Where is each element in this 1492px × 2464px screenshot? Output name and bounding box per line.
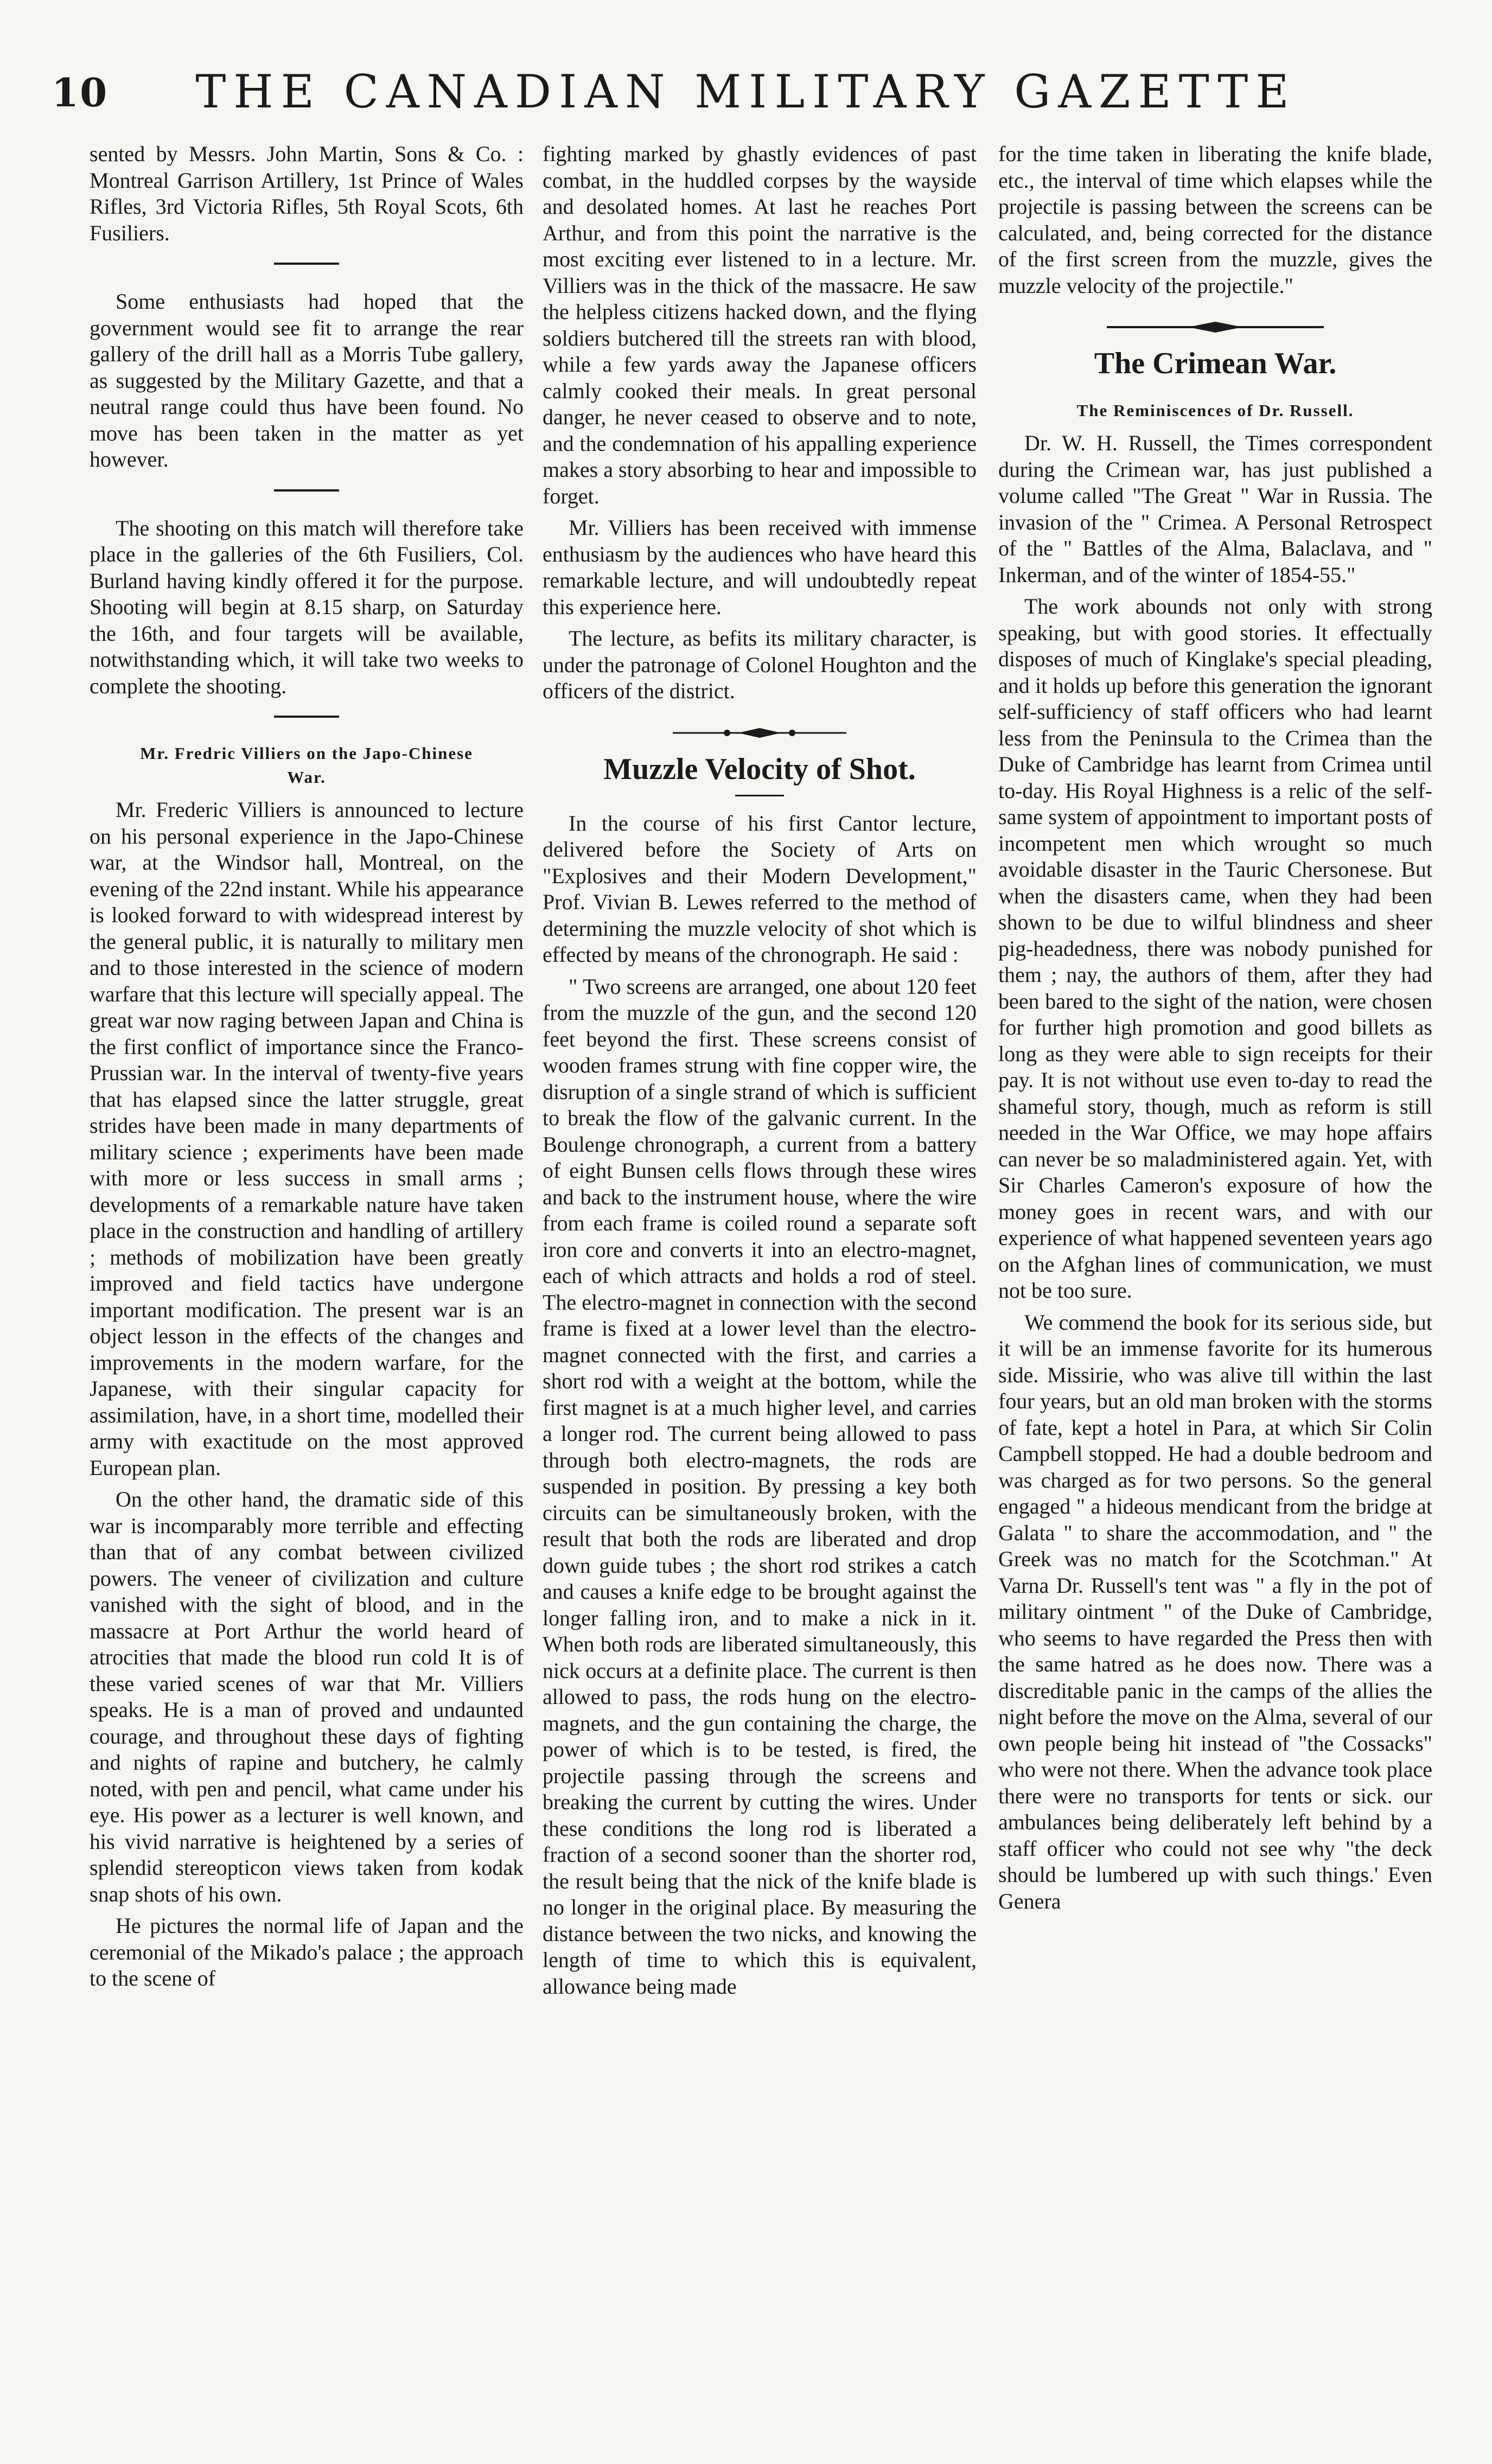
paragraph: The work abounds not only with strong speaking, but with good stories. It effectually disposes of much of Kinglake's special pleading, and it holds up before this generation the ignorant self-sufficiency of staff officers who had learnt less from the Peninsula to the Crimea than the Duke of Cambridge has learnt from Crimea until to-day. His Royal Highness is a relic of the self-same system of appointment to important posts of incompetent men which wrought so much avoidable disaster in the Tauric Chersonese. But when the disasters came, when they had been shown to be due to wilful blindness and sheer pig-headedness, there was nobody punished for them ; nay, the authors of them, after they had been bared to the sight of the nation, were chosen for further high promotion and good billets as long as they were able to sign receipts for their pay. It is not without use even to-day to read the shameful story, though, much as reform is still needed in the War Office, we may hope affairs can never be so maladministered again. Yet, with Sir Charles Cameron's exposure of how the money goes in recent wars, and with our experience of what happened seventeen years ago on the Afghan lines of communication, we must not be too sure.: [998, 594, 1432, 1303]
column-3: [998, 141, 1432, 2436]
paragraph: fighting marked by ghastly evidences of past combat, in the huddled corpses by the wayside and desolated homes. At last he reaches Port Arthur, and from this point the narrative is the most exciting ever listened to in a lecture. Mr. Villiers was in the thick of the massacre. He saw the helpless citizens hacked down, and the flying soldiers butchered till the streets ran with blood, while a few yards away the Japanese officers calmly cooked their meals. In great personal danger, he never ceased to observe and to note, and the condemnation of his appalling experience makes a story absorbing to hear and impossible to forget.: [543, 142, 977, 508]
page-header: [52, 65, 1440, 130]
paragraph: for the time taken in liberating the knife blade, etc., the interval of time which elapses while the projectile is passing between the screens can be calculated, and, being corrected for the distance of the first screen from the muzzle, gives the muzzle velocity of the projectile.": [998, 142, 1432, 298]
section-divider: [274, 263, 339, 265]
paragraph: The lecture, as befits its military character, is under the patronage of Colonel Houghton and the officers of the district.: [543, 626, 977, 703]
paragraph: The shooting on this match will therefore take place in the galleries of the 6th Fusiliers, Col. Burland having kindly offered it for the purpose. Shooting will begin at 8.15 sharp, on Saturday the 16th, and four targets will be available, notwithstanding which, it will take two weeks to complete the shooting.: [90, 515, 524, 698]
article-headline: The Crimean War.: [1094, 347, 1337, 380]
article-headline: Muzzle Velocity of Shot.: [603, 752, 916, 786]
article-subhead: Mr. Fredric Villiers on the Japo-Chinese War.: [140, 744, 473, 787]
paragraph: We commend the book for its serious side, but it will be an immense favorite for its humerous side. Missirie, who was alive till within the last four years, but an old man broken with the storms of fate, kept a hotel in Para, at which Sir Colin Campbell stopped. He had a double bedroom and was charged as for two persons. So the general engaged " a hideous mendicant from the bridge at Galata " to share the accommodation, and " the Greek was no match for the Scotchman." At Varna Dr. Russell's tent was " a fly in the pot of military ointment " of the Duke of Cambridge, who seems to have regarded the Press then with the same hatred as he does now. There was a discreditable panic in the camps of the allies the night before the move on the Alma, several of our own people being hit instead of "the Cossacks" who were not there. When the advance took place there were no transports for tents or sick. our ambulances being deliberately left behind by a staff officer who could not see why "the deck should be lumbered up with such things.' Even Genera: [998, 1310, 1432, 1913]
paragraph: He pictures the normal life of Japan and the ceremonial of the Mikado's palace ; the approach to the scene of: [90, 1913, 524, 1990]
column-2: [543, 141, 977, 2436]
paragraph: Mr. Villiers has been received with immense enthusiasm by the audiences who have heard this remarkable lecture, and will undoubtedly repeat this experience here.: [543, 515, 977, 619]
section-divider: [274, 489, 339, 491]
paragraph: Mr. Frederic Villiers is announced to lecture on his personal experience in the Japo-Chinese war, at the Windsor hall, Montreal, on the evening of the 22nd instant. While his appearance is looked forward to with widespread interest by the general public, it is naturally to military men and to those interested in the science of modern warfare that this lecture will specially appeal. The great war now raging between Japan and China is the first conflict of importance since the Franco-Prussian war. In the interval of twenty-five years that has elapsed since the latter struggle, great strides have been made in many departments of military science ; experiments have been made with more or less success in small arms ; developments of a remarkable nature have taken place in the construction and handling of artillery ; methods of mobilization have been greatly improved and field tactics have undergone important modification. The present war is an object lesson in the effects of the changes and improvements in the modern warfare, for the Japanese, with their singular capacity for assimilation, have, in a short time, modelled their army with exactitude on the most approved European plan.: [90, 797, 524, 1480]
quote-paragraph: " Two screens are arranged, one about 120 feet from the muzzle of the gun, and the second 120 feet beyond the first. These screens consist of wooden frames strung with fine copper wire, the disruption of a single strand of which is sufficient to break the flow of the galvanic current. In the Boulenge chronograph, a current from a battery of eight Bunsen cells flows through these wires and back to the instrument house, where the wire from each frame is coiled round a separate soft iron core and converts it into an electro-magnet, each of which attracts and holds a rod of steel. The electro-magnet in connection with the second frame is fixed at a lower level than the electro-magnet connected with the first, and carries a short rod with a weight at the bottom, while the first magnet is at a much higher level, and carries a longer rod. The current being allowed to pass through both electro-magnets, the rods are suspended in position. By pressing a key both circuits can be simultaneously broken, with the result that both the rods are liberated and drop down guide tubes ; the short rod strikes a catch and causes a knife edge to be brought against the longer falling iron, and to make a nick in it. When both rods are liberated simultaneously, this nick occurs at a definite place. The current is then allowed to pass, the rods hung on the electro-magnets, and the gun containing the charge, the power of which is to be tested, is fired, the projectile passing through the screens and breaking the current by cutting the wires. Under these conditions the long rod is liberated a fraction of a second sooner than the shorter rod, the result being that the nick of the knife blade is no longer in the original place. By measuring the distance between the two nicks, and knowing the length of time to which this is equivalent, allowance being made: [543, 974, 977, 1999]
ornament-divider: [673, 726, 846, 739]
paragraph: On the other hand, the dramatic side of this war is incomparably more terrible and effecting than that of any combat between civilized powers. The veneer of civilization and culture vanished with the sight of blood, and in the massacre at Port Arthur the world heard of atrocities that made the blood run cold It is of these varied scenes of war that Mr. Villiers speaks. He is a man of proved and undaunted courage, and throughout these days of fighting and nights of rapine and butchery, he calmly noted, with pen and pencil, what came under his eye. His power as a lecturer is well known, and his vivid narrative is heightened by a series of splendid stereopticon views taken from kodak snap shots of his own.: [90, 1487, 524, 1906]
masthead-title: THE CANADIAN MILITARY GAZETTE: [195, 65, 1297, 118]
headline-rule: [735, 795, 784, 796]
article-subhead: The Reminiscences of Dr. Russell.: [1076, 401, 1354, 420]
paragraph: Dr. W. H. Russell, the Times correspondent during the Crimean war, has just published a volume called "The Great " War in Russia. The invasion of the " Crimea. A Personal Retrospect of the " Battles of the Alma, Balaclava, and " Inkerman, and of the winter of 1854-55.": [998, 431, 1432, 587]
paragraph: Some enthusiasts had hoped that the government would see fit to arrange the rear gallery of the drill hall as a Morris Tube gallery, as suggested by the Military Gazette, and that a neutral range could thus have been found. No move has been taken in the matter as yet however.: [90, 289, 524, 471]
column-1: [90, 141, 524, 2436]
paragraph: sented by Messrs. John Martin, Sons & Co. : Montreal Garrison Artillery, 1st Prince of Wales Rifles, 3rd Victoria Rifles, 5th Royal Scots, 6th Fusiliers.: [90, 142, 524, 245]
page-number: 10: [52, 69, 109, 116]
ornament-divider: [1107, 321, 1324, 334]
paragraph: In the course of his first Cantor lecture, delivered before the Society of Arts on "Explosives and their Modern Development," Prof. Vivian B. Lewes referred to the method of determining the muzzle velocity of shot which is effected by means of the chronograph. He said :: [543, 810, 977, 967]
section-divider: [274, 716, 339, 718]
